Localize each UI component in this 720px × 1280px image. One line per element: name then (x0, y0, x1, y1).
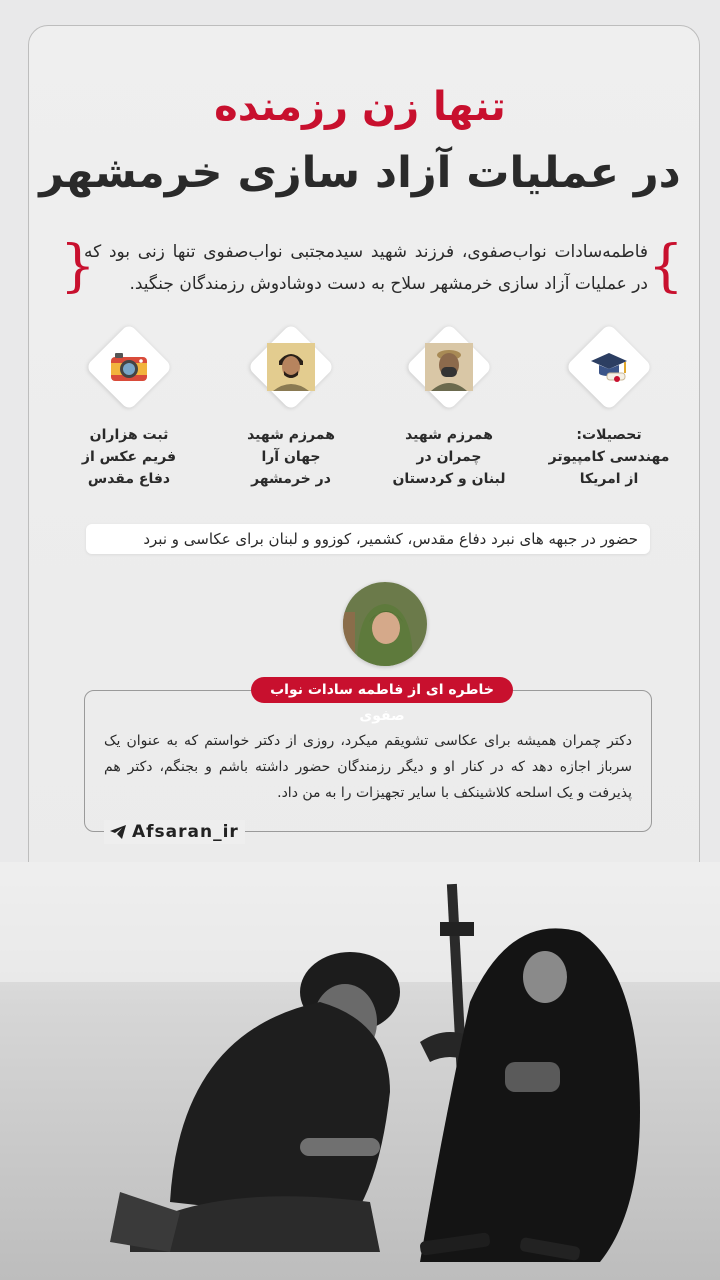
feature-line: از امریکا (579, 471, 639, 487)
channel-handle[interactable] (104, 820, 245, 844)
feature-line: همرزم شهید (405, 427, 493, 443)
feature-line: ثبت هزاران (89, 427, 169, 443)
feature-line: همرزم شهید (247, 427, 335, 443)
feature-education (544, 336, 674, 490)
title-line-1: تنها زن رزمنده (214, 84, 506, 130)
feature-line: جهان آرا (261, 449, 321, 465)
title-line-2: در عملیات آزاد سازی خرمشهر (39, 148, 681, 198)
feature-photography (64, 336, 194, 490)
camera-icon (104, 342, 154, 392)
historical-photo (0, 862, 720, 1280)
feature-line: در خرمشهر (251, 471, 331, 487)
telegram-icon (110, 825, 126, 839)
feature-line: لبنان و کردستان (392, 471, 506, 487)
fatemeh-portrait-avatar (343, 582, 427, 666)
handle-text: Afsaran_ir (132, 822, 239, 842)
feature-line: فریم عکس از (81, 449, 177, 465)
chamran-portrait-icon (424, 342, 474, 392)
memory-label: خاطره ای از فاطمه سادات نواب صفوی (251, 677, 513, 703)
feature-chamran (384, 336, 514, 490)
presence-banner: حضور در جبهه های نبرد دفاع مقدس، کشمیر، کوزوو و لبنان برای عکاسی و نبرد (86, 524, 650, 554)
graduation-cap-icon (584, 342, 634, 392)
feature-line: مهندسی کامپیوتر (548, 449, 670, 465)
feature-jahanara (226, 336, 356, 490)
brace-open: { (648, 234, 684, 299)
jahanara-portrait-icon (266, 342, 316, 392)
feature-line: چمران در (416, 449, 482, 465)
feature-line: دفاع مقدس (87, 471, 171, 487)
memory-text: دکتر چمران همیشه برای عکاسی تشویقم میکرد، روزی از دکتر خواستم که به عنوان یک سرباز اجازه دهد که در کنار او و دیگر رزمندگان حضور داشته باشم و بجنگم، دکتر هم پذیرفت و یک اسلحه کلاشینکف با سایر تجهیزات را به من داد. (104, 733, 632, 801)
intro-text: فاطمه‌سادات نواب‌صفوی، فرزند شهید سیدمجتبی نواب‌صفوی تنها زنی بود که در عملیات آزاد سازی خرمشهر سلاح به دست دوشادوش رزمندگان جنگید. (84, 242, 648, 294)
brace-close: } (60, 234, 96, 299)
feature-line: تحصیلات: (576, 427, 642, 443)
